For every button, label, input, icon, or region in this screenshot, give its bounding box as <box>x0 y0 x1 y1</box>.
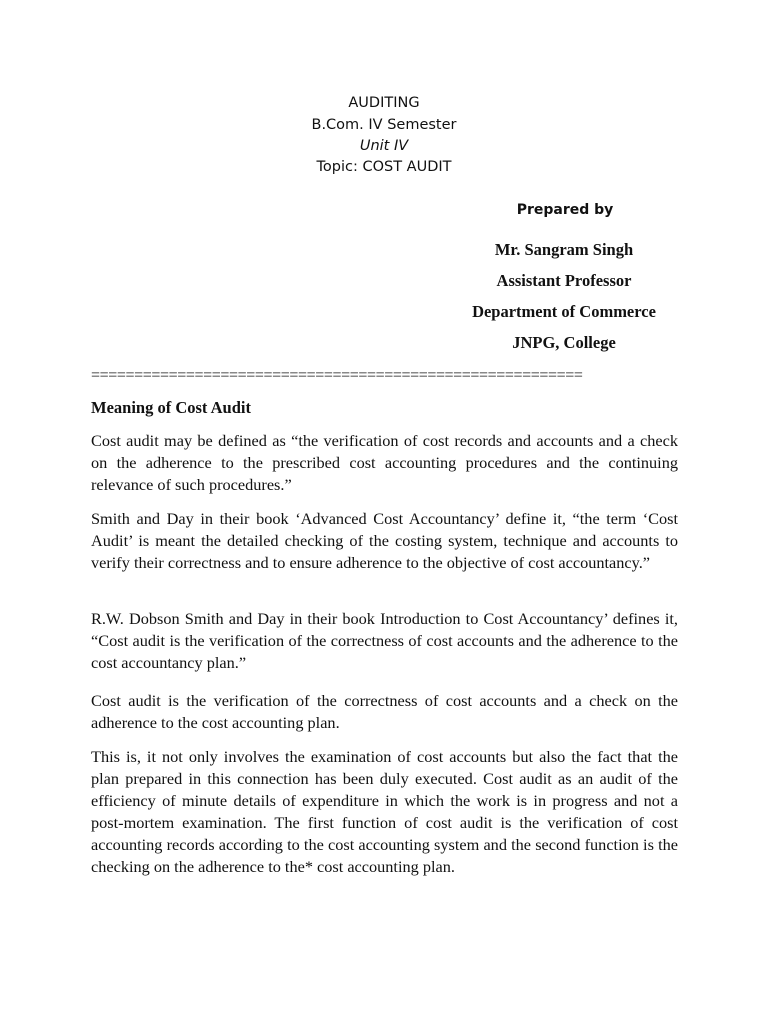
prepared-by-label: Prepared by <box>516 202 614 218</box>
paragraph-functions: This is, it not only involves the examination of cost accounts but also the fact that the plan prepared in this connection has been duly executed. Cost audit as an audit of the efficiency of minute details of expenditure in which the work is in progress and not a post-mortem examination. The first function of cost audit is the verification of cost accounting records according to the cost accounting system and the second function is the checking on the adherence to the* cost accounting plan. <box>91 747 678 876</box>
paragraph-smith-day: Smith and Day in their book ‘Advanced Cost Accountancy’ define it, “the term ‘Cost Audit’ is meant the detailed checking of the costing system, technique and accounts to verify their correctness and to ensure adherence to the objective of cost accountancy.” <box>91 509 678 572</box>
course-title: B.Com. IV Semester <box>311 117 457 133</box>
paragraph-dobson: R.W. Dobson Smith and Day in their book Introduction to Cost Accountancy’ defines it, “Cost audit is the verification of the correctness of cost accounts and the adherence to the cost accountancy plan.” <box>91 609 678 672</box>
author-name: Mr. Sangram Singh <box>494 240 634 259</box>
subject-title: AUDITING <box>348 95 420 111</box>
author-college: JNPG, College <box>512 333 616 352</box>
section-heading: Meaning of Cost Audit <box>91 398 251 417</box>
unit-title: Unit IV <box>359 138 409 154</box>
section-divider: ========================================================= <box>91 367 583 384</box>
author-designation: Assistant Professor <box>496 271 632 290</box>
topic-title: Topic: COST AUDIT <box>316 159 452 175</box>
paragraph-summary: Cost audit is the verification of the correctness of cost accounts and a check on the adherence to the cost accounting plan. <box>91 691 678 732</box>
author-department: Department of Commerce <box>472 302 656 321</box>
paragraph-definition: Cost audit may be defined as “the verification of cost records and accounts and a check on the adherence to the prescribed cost accounting procedures and the continuing relevance of such procedures.” <box>91 431 678 494</box>
